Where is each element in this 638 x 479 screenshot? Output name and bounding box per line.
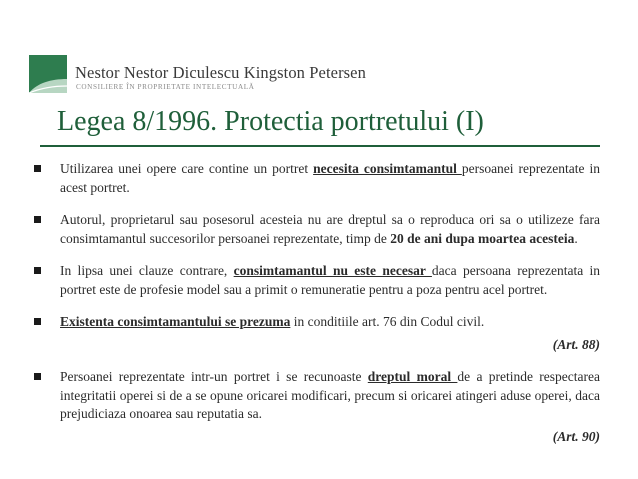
square-bullet-icon <box>34 165 41 172</box>
slide-title: Legea 8/1996. Protectia portretului (I) <box>57 106 484 137</box>
emphasis: dreptul moral <box>367 369 458 384</box>
item-text: Autorul, proprietarul sau posesorul acesteia nu are dreptul sa o reproduca ori sa o utilizeze fara consimtamantul succesorilor persoanei reprezentate, timp de 20 de ani dupa moartea acesteia. <box>60 212 600 246</box>
square-bullet-icon <box>34 373 41 380</box>
square-bullet-icon <box>34 318 41 325</box>
list-item <box>30 160 600 197</box>
emphasis: 20 de ani dupa moartea acesteia <box>390 230 575 246</box>
article-reference: (Art. 90) <box>552 428 600 444</box>
list-item <box>30 211 600 248</box>
firm-logo-icon <box>29 55 67 93</box>
title-divider <box>40 145 600 147</box>
list-item <box>30 313 600 354</box>
article-reference: (Art. 88) <box>552 336 600 352</box>
emphasis: consimtamantul nu este necesar <box>233 263 432 278</box>
firm-tagline: CONSILIERE ÎN PROPRIETATE INTELECTUALĂ <box>76 83 255 91</box>
emphasis: necesita consimtamantul <box>313 161 462 176</box>
item-text: Utilizarea unei opere care contine un portret necesita consimtamantul persoanei reprezentate in acest portret. <box>60 161 600 195</box>
bullet-list <box>30 160 600 460</box>
item-text: In lipsa unei clauze contrare, consimtamantul nu este necesar daca persoana reprezentata in portret este de profesie model sau a primit o remuneratie pentru a poza pentru acel portret. <box>60 263 601 297</box>
square-bullet-icon <box>34 267 41 274</box>
firm-name: Nestor Nestor Diculescu Kingston Petersen <box>75 63 366 82</box>
square-bullet-icon <box>34 216 41 223</box>
emphasis: Existenta consimtamantului se prezuma <box>60 314 291 329</box>
list-item <box>30 262 600 299</box>
item-text: Existenta consimtamantului se prezuma in conditiile art. 76 din Codul civil. <box>60 314 485 329</box>
item-text: Persoanei reprezentate intr-un portret i se recunoaste dreptul moral de a pretinde respectarea integritatii operei si de a se opune oricarei modificari, precum si oricarei atingeri aduse operei, daca prejudiciaza onoarea sau reputatia sa. <box>60 369 600 421</box>
list-item <box>30 368 600 446</box>
